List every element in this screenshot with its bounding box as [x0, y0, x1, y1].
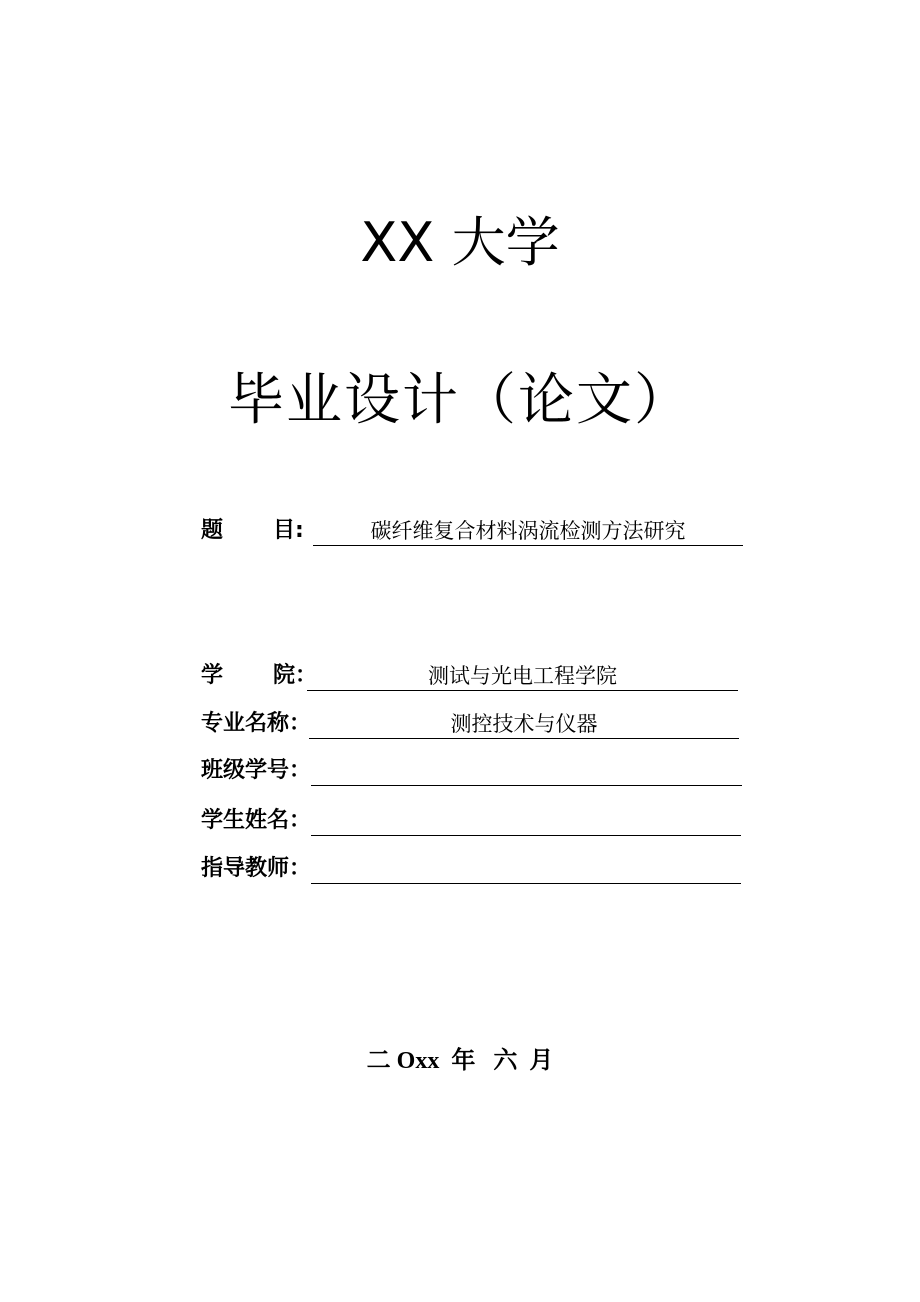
college-value: 测试与光电工程学院 — [428, 664, 617, 688]
college-field[interactable] — [307, 659, 738, 691]
submission-date: 二 Oxx 年 六 月 — [366, 1048, 554, 1074]
student-row — [201, 804, 746, 838]
thesis-type-title: 毕业设计（论文） — [228, 368, 692, 433]
major-label: 专业名称： — [201, 711, 312, 736]
college-row — [201, 659, 741, 693]
topic-field[interactable] — [313, 514, 743, 546]
major-row — [201, 707, 741, 741]
college-label-part2: 院： — [273, 663, 318, 688]
university-name: XX 大学 — [360, 211, 560, 274]
student-field[interactable] — [311, 804, 741, 836]
topic-value: 碳纤维复合材料涡流检测方法研究 — [370, 519, 686, 543]
class-id-label: 班级学号： — [201, 758, 312, 783]
student-label: 学生姓名： — [201, 808, 312, 833]
advisor-field[interactable] — [311, 852, 741, 884]
topic-label-part2: 目: — [273, 518, 304, 543]
topic-label-part1: 题 — [201, 518, 224, 543]
topic-row — [201, 514, 746, 548]
college-label — [201, 659, 317, 693]
topic-label — [201, 514, 304, 548]
major-value: 测控技术与仪器 — [450, 712, 598, 736]
major-field[interactable] — [309, 707, 739, 739]
class-id-field[interactable] — [311, 754, 742, 786]
advisor-label: 指导教师： — [201, 856, 312, 881]
class-id-row — [201, 754, 746, 788]
college-label-part1: 学 — [201, 663, 224, 688]
advisor-row — [201, 852, 746, 886]
